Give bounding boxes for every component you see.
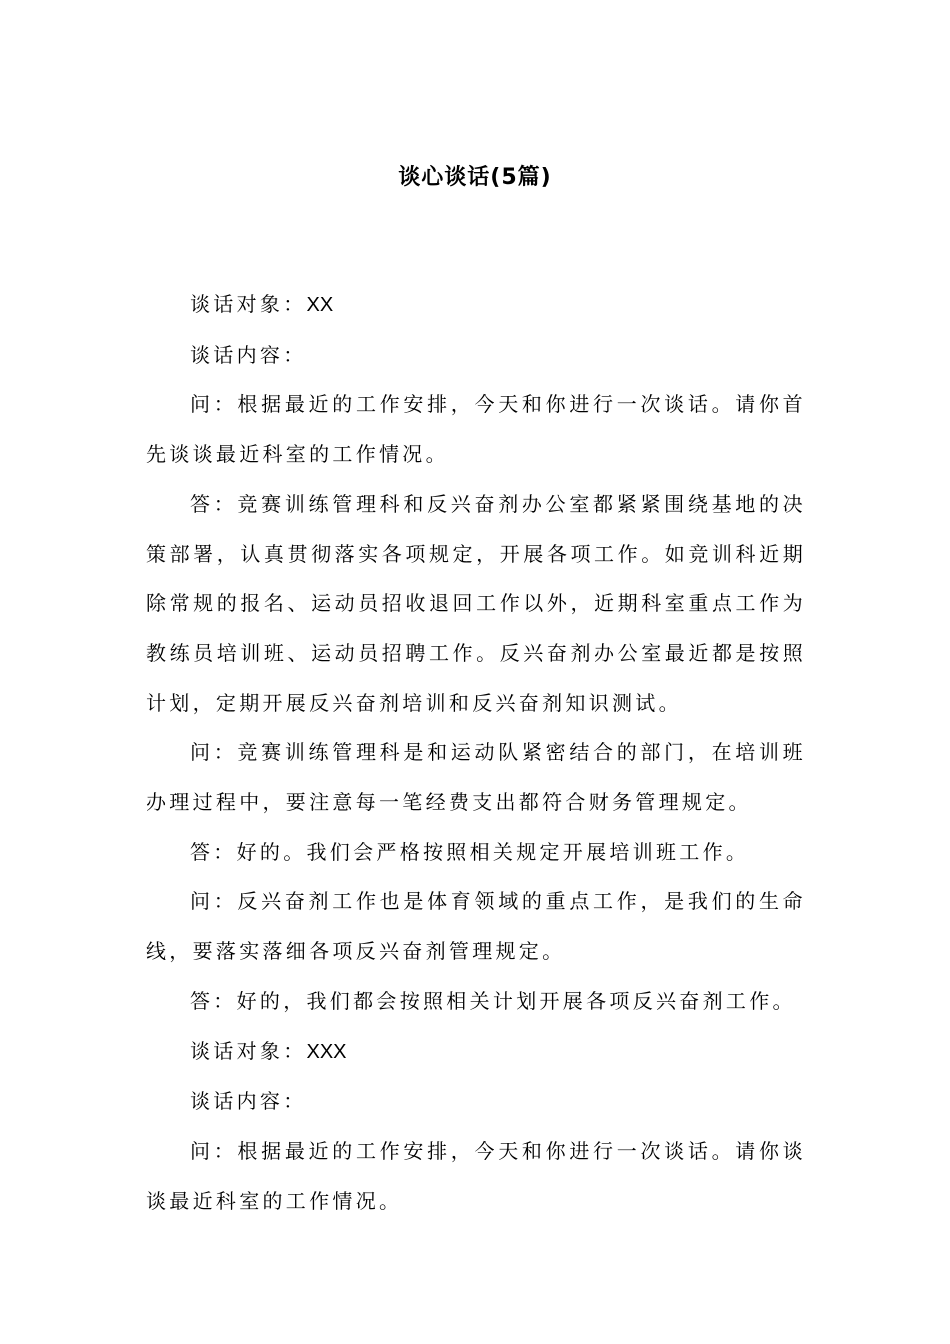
talk-subject-value: XXX [306,1040,347,1063]
question-paragraph: 问：根据最近的工作安排，今天和你进行一次谈话。请你谈谈最近科室的工作情况。 [146,1138,806,1213]
talk-subject-line [146,1027,806,1078]
document-body [146,280,806,1226]
answer-paragraph: 答：好的，我们都会按照相关计划开展各项反兴奋剂工作。 [190,988,796,1013]
talk-subject-label: 谈话对象： [190,1038,307,1063]
document-title: 谈心谈话(5篇) [398,165,552,190]
answer-paragraph: 答：好的。我们会严格按照相关规定开展培训班工作。 [190,839,750,864]
question-paragraph: 问：根据最近的工作安排，今天和你进行一次谈话。请你首先谈谈最近科室的工作情况。 [146,392,806,467]
talk-subject-label: 谈话对象： [190,292,307,316]
talk-content-label: 谈话内容： [190,342,307,367]
talk-subject-value: XX [306,294,334,316]
question-paragraph: 问：竞赛训练管理科是和运动队紧密结合的部门，在培训班办理过程中，要注意每一笔经费支出都符合财务管理规定。 [146,740,806,815]
talk-content-label: 谈话内容： [190,1089,307,1114]
talk-subject-line [146,280,806,331]
question-paragraph: 问：反兴奋剂工作也是体育领域的重点工作，是我们的生命线，要落实落细各项反兴奋剂管理规定。 [146,889,806,964]
answer-paragraph: 答：竞赛训练管理科和反兴奋剂办公室都紧紧围绕基地的决策部署，认真贯彻落实各项规定，开展各项工作。如竞训科近期除常规的报名、运动员招收退回工作以外，近期科室重点工作为教练员培训班、运动员招聘工作。反兴奋剂办公室最近都是按照计划，定期开展反兴奋剂培训和反兴奋剂知识测试。 [146,491,806,715]
